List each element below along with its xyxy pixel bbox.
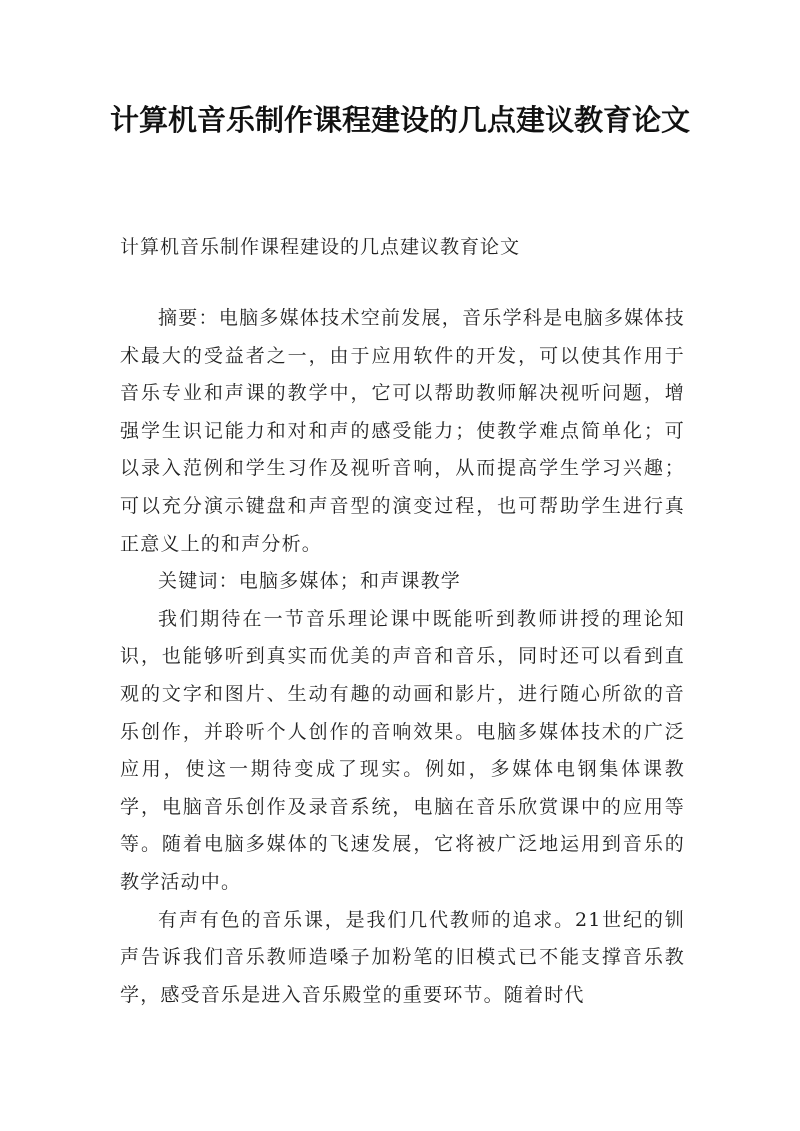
abstract-paragraph: 摘要：电脑多媒体技术空前发展，音乐学科是电脑多媒体技术最大的受益者之一，由于应用软件的开发，可以使其作用于音乐专业和声课的教学中，它可以帮助教师解决视听问题，增强学生识记能力和对和声的感受能力；使教学难点简单化；可以录入范例和学生习作及视听音响，从而提高学生学习兴趣；可以充分演示键盘和声音型的演变过程，也可帮助学生进行真正意义上的和声分析。 — [120, 307, 685, 555]
document-title: 计算机音乐制作课程建设的几点建议教育论文 — [110, 103, 691, 137]
document-body — [120, 300, 685, 1014]
body-paragraph: 有声有色的音乐课，是我们几代教师的追求。21世纪的钏声告诉我们音乐教师造嗓子加粉笔的旧模式已不能支撑音乐教学，感受音乐是进入音乐殿堂的重要环节。随着时代 — [120, 908, 685, 1006]
document-subtitle: 计算机音乐制作课程建设的几点建议教育论文 — [120, 236, 521, 258]
body-paragraph: 我们期待在一节音乐理论课中既能听到教师讲授的理论知识，也能够听到真实而优美的声音和音乐，同时还可以看到直观的文字和图片、生动有趣的动画和影片，进行随心所欲的音乐创作，并聆听个人创作的音响效果。电脑多媒体技术的广泛应用，使这一期待变成了现实。例如，多媒体电钢集体课教学，电脑音乐创作及录音系统，电脑在音乐欣赏课中的应用等等。随着电脑多媒体的飞速发展，它将被广泛地运用到音乐的教学活动中。 — [120, 607, 685, 893]
keywords-paragraph: 关键词：电脑多媒体；和声课教学 — [158, 570, 462, 593]
